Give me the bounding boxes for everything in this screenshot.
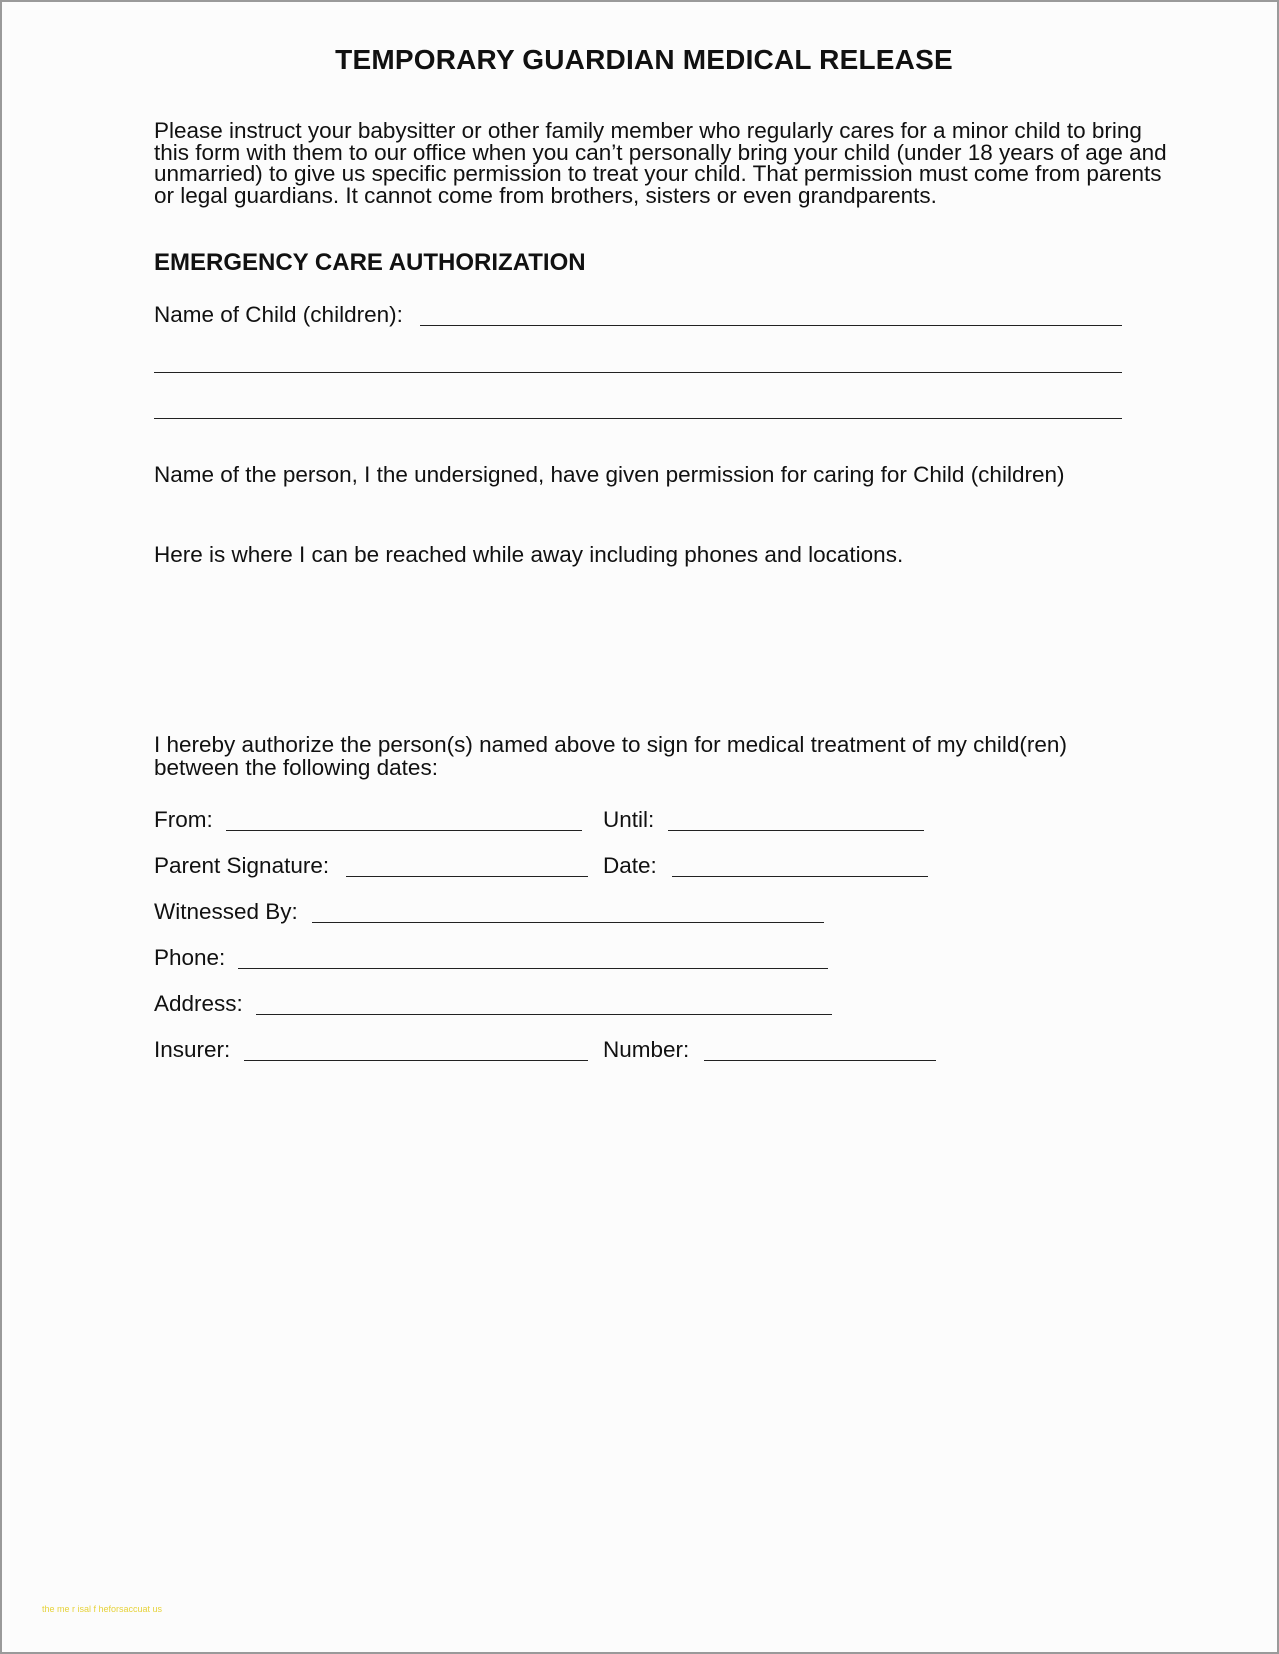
number-label: Number: xyxy=(603,1037,690,1062)
intro-line: this form with them to our office when you can’t personally bring your child (under 18 years of age and xyxy=(154,139,1167,165)
address-label: Address: xyxy=(154,991,243,1016)
date-label: Date: xyxy=(603,853,657,878)
intro-paragraph xyxy=(154,118,1167,208)
child-name-field-line-1[interactable] xyxy=(420,325,1122,326)
child-name-label: Name of Child (children): xyxy=(154,302,403,327)
intro-line: unmarried) to give us specific permission to treat your child. That permission must come from parents xyxy=(154,161,1162,186)
authorize-line: between the following dates: xyxy=(154,755,438,780)
parent-signature-label: Parent Signature: xyxy=(154,853,330,878)
document-title: TEMPORARY GUARDIAN MEDICAL RELEASE xyxy=(335,44,953,75)
child-name-field-line-3[interactable] xyxy=(154,418,1122,419)
until-label: Until: xyxy=(603,807,655,832)
witnessed-by-field[interactable] xyxy=(312,922,824,923)
reach-text: Here is where I can be reached while away including phones and locations. xyxy=(154,542,904,567)
insurer-label: Insurer: xyxy=(154,1037,231,1062)
parent-signature-field[interactable] xyxy=(346,876,588,877)
section-heading: EMERGENCY CARE AUTHORIZATION xyxy=(154,249,586,276)
watermark-text: the me r isal f heforsaccuat us xyxy=(42,1604,163,1614)
witnessed-by-label: Witnessed By: xyxy=(154,899,298,924)
child-name-field-line-2[interactable] xyxy=(154,372,1122,373)
address-field[interactable] xyxy=(256,1014,832,1015)
phone-label: Phone: xyxy=(154,945,226,970)
intro-line: or legal guardians. It cannot come from brothers, sisters or even grandparents. xyxy=(154,182,937,208)
until-field[interactable] xyxy=(668,830,924,831)
insurer-field[interactable] xyxy=(244,1060,588,1061)
from-field[interactable] xyxy=(226,830,582,831)
person-permission-text: Name of the person, I the undersigned, have given permission for caring for Child (children) xyxy=(154,462,1065,487)
number-field[interactable] xyxy=(704,1060,936,1061)
date-field[interactable] xyxy=(672,876,928,877)
phone-field[interactable] xyxy=(238,968,828,969)
authorize-line: I hereby authorize the person(s) named above to sign for medical treatment of my child(ren) xyxy=(154,732,1067,757)
intro-line: Please instruct your babysitter or other family member who regularly cares for a minor child to bring xyxy=(154,118,1142,143)
from-label: From: xyxy=(154,807,213,832)
